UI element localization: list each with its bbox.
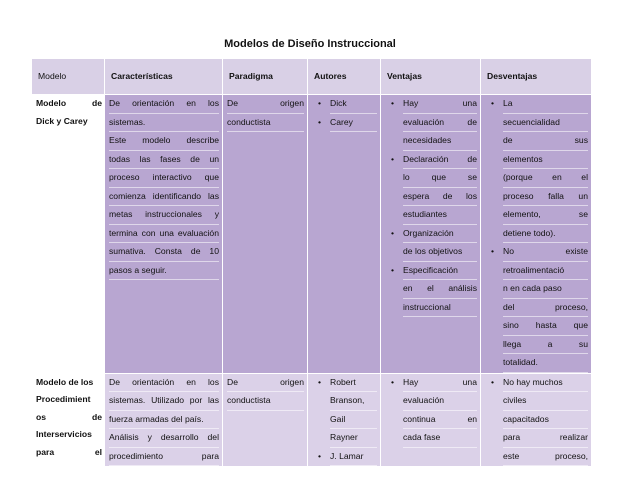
header-modelo: Modelo (32, 59, 105, 95)
models-table (31, 58, 592, 467)
text-line: de sus (503, 132, 588, 151)
table-header-row (32, 59, 592, 95)
text-line: este proceso, (503, 448, 588, 467)
text-line: (porque en el (503, 169, 588, 188)
list-item (385, 225, 477, 262)
text-line: fuerza armadas del país. (109, 411, 219, 430)
model-line: Dick y Carey (36, 115, 88, 126)
text-line: • No hay muchos (503, 374, 588, 393)
list-item (312, 448, 377, 467)
list-item (385, 374, 477, 448)
list-item (385, 151, 477, 225)
text-line: evaluación (403, 392, 477, 411)
text-line: de los objetivos (403, 243, 477, 262)
author-name: Rayner (330, 429, 377, 448)
header-desventajas: Desventajas (481, 59, 592, 95)
text-line: elementos (503, 151, 588, 170)
text-line: instruccional (403, 299, 477, 318)
text-line: proceso falla un (503, 188, 588, 207)
model-line: Modelo de los (36, 376, 94, 387)
text-line: del proceso, (503, 299, 588, 318)
text-line: termina con una evaluación (109, 225, 219, 244)
text-line: • Hay una (403, 95, 477, 114)
text-line: para realizar (503, 429, 588, 448)
list-item (385, 95, 477, 151)
author-name: Branson, (330, 392, 377, 411)
header-caracteristicas: Características (105, 59, 223, 95)
model-line: Interservicios (36, 429, 92, 439)
text-line: conductista (227, 392, 304, 411)
list-item (485, 243, 588, 373)
text-line: • La (503, 95, 588, 114)
text-line: civiles (503, 392, 588, 411)
text-line: Análisis y desarrollo del (109, 429, 219, 448)
cell-desventajas (481, 95, 592, 374)
text-line: De orientación en los (109, 374, 219, 393)
header-ventajas: Ventajas (381, 59, 481, 95)
text-line: sumativa. Consta de 10 (109, 243, 219, 262)
model-line: Modelo de (36, 98, 102, 108)
row-model-name (32, 373, 105, 467)
text-line: proceso interactivo que (109, 169, 219, 188)
cell-caracteristicas (105, 95, 223, 374)
text-line: De orientación en los (109, 95, 219, 114)
text-line: retroalimentació (503, 262, 588, 281)
text-line: De origen (227, 95, 304, 114)
model-line: Procedimient (36, 394, 91, 404)
list-item (485, 374, 588, 467)
text-line: procedimiento para (109, 448, 219, 467)
cell-autores (308, 373, 381, 467)
text-line: • Organización (403, 225, 477, 244)
text-line: llega a su (503, 336, 588, 355)
text-line: todas las fases de un (109, 151, 219, 170)
text-line: capacitados (503, 411, 588, 430)
text-line: pasos a seguir. (109, 262, 219, 281)
author-name: • Dick (330, 95, 377, 114)
text-line: espera de los (403, 188, 477, 207)
text-line: • No existe (503, 243, 588, 262)
list-item (385, 262, 477, 318)
table-row (32, 373, 592, 467)
author-name: • Carey (330, 114, 377, 133)
text-line: n en cada paso (503, 280, 588, 299)
text-line: totalidad. (503, 354, 588, 373)
text-line: sistemas. (109, 114, 219, 133)
author-name: • Robert (330, 374, 377, 393)
text-line: evaluación de (403, 114, 477, 133)
model-line: para el (36, 446, 102, 457)
text-line: • Especificación (403, 262, 477, 281)
text-line: sino hasta que (503, 317, 588, 336)
header-autores: Autores (308, 59, 381, 95)
text-line: cada fase (403, 429, 477, 448)
row-model-name (32, 95, 105, 374)
text-line: comienza identificando las (109, 188, 219, 207)
cell-paradigma (223, 373, 308, 467)
cell-desventajas (481, 373, 592, 467)
text-line: necesidades (403, 132, 477, 151)
text-line: conductista (227, 114, 304, 133)
text-line: elemento, se (503, 206, 588, 225)
text-line: lo que se (403, 169, 477, 188)
text-line: estudiantes (403, 206, 477, 225)
cell-ventajas (381, 373, 481, 467)
list-item (312, 95, 377, 114)
list-item (485, 95, 588, 243)
cell-autores (308, 95, 381, 374)
cell-ventajas (381, 95, 481, 374)
document-title: Modelos de Diseño Instruccional (224, 38, 396, 50)
text-line: metas instruccionales y (109, 206, 219, 225)
header-paradigma: Paradigma (223, 59, 308, 95)
table-row (32, 95, 592, 374)
text-line: en el análisis (403, 280, 477, 299)
model-line: os de (36, 411, 102, 422)
text-line: • Declaración de (403, 151, 477, 170)
cell-paradigma (223, 95, 308, 374)
author-name: • J. Lamar (330, 448, 377, 467)
text-line: sistemas. Utilizado por las (109, 392, 219, 411)
list-item (312, 374, 377, 448)
list-item (312, 114, 377, 133)
text-line: De origen (227, 374, 304, 393)
author-name: Gail (330, 411, 377, 430)
text-line: detiene todo). (503, 225, 588, 244)
text-line: continua en (403, 411, 477, 430)
text-line: secuencialidad (503, 114, 588, 133)
text-line: Este modelo describe (109, 132, 219, 151)
cell-caracteristicas (105, 373, 223, 467)
text-line: • Hay una (403, 374, 477, 393)
